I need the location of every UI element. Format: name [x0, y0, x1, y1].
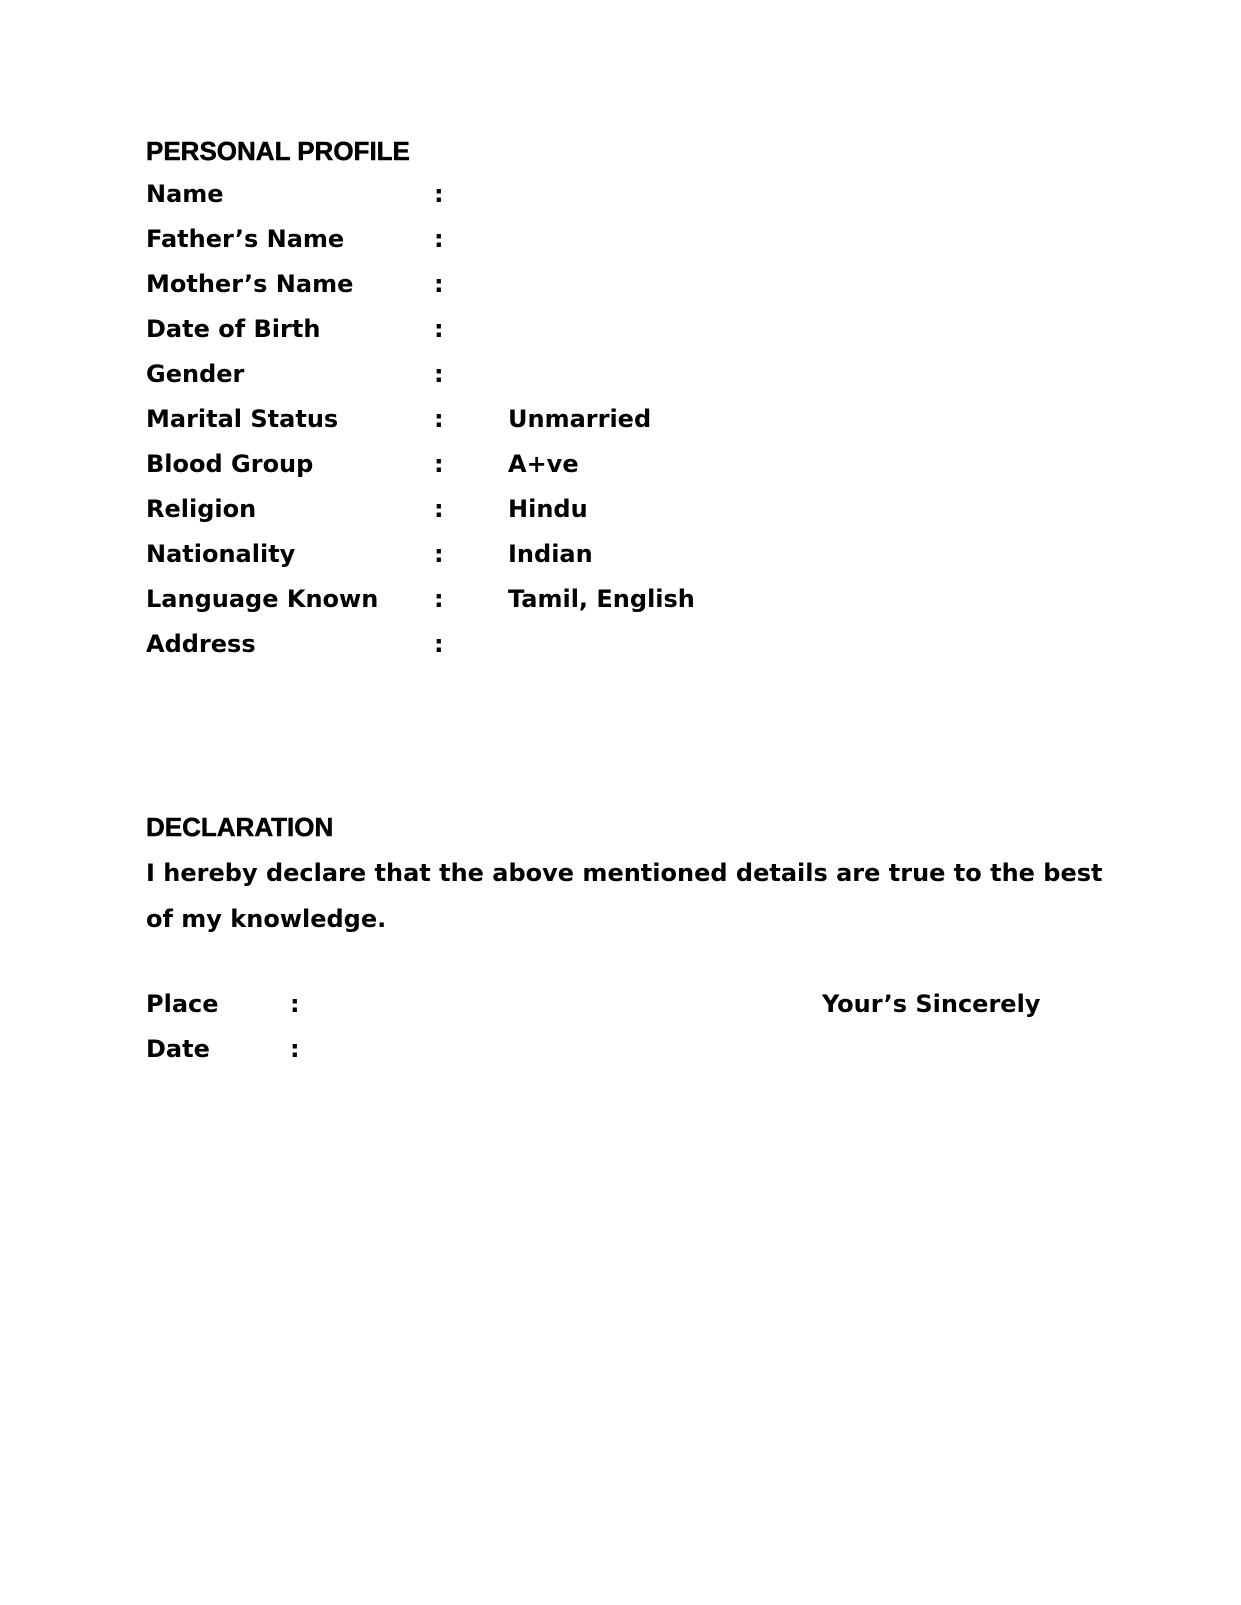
field-separator: : — [434, 495, 444, 523]
field-label: Name — [146, 180, 224, 208]
field-separator: : — [434, 405, 444, 433]
field-separator: : — [434, 180, 444, 208]
field-separator: : — [434, 450, 444, 478]
field-separator: : — [434, 315, 444, 343]
field-label: Religion — [146, 495, 257, 523]
field-label: Mother’s Name — [146, 270, 354, 298]
place-label: Place — [146, 990, 219, 1018]
field-value: Unmarried — [508, 405, 652, 433]
field-separator: : — [434, 540, 444, 568]
field-value: A+ve — [508, 450, 579, 478]
field-separator: : — [434, 360, 444, 388]
closing-text: Your’s Sincerely — [822, 990, 1041, 1018]
field-label: Blood Group — [146, 450, 314, 478]
personal-profile-heading: PERSONAL PROFILE — [146, 136, 410, 166]
field-label: Address — [146, 630, 256, 658]
field-label: Gender — [146, 360, 245, 388]
declaration-text: I hereby declare that the above mentioned details are true to the best of my knowledge. — [146, 859, 1103, 933]
field-label: Nationality — [146, 540, 296, 568]
field-label: Date of Birth — [146, 315, 321, 343]
field-separator: : — [434, 225, 444, 253]
field-separator: : — [434, 585, 444, 613]
date-label: Date — [146, 1035, 210, 1063]
declaration-heading: DECLARATION — [146, 812, 334, 842]
field-label: Marital Status — [146, 405, 339, 433]
field-separator: : — [434, 630, 444, 658]
field-separator: : — [434, 270, 444, 298]
field-value: Indian — [508, 540, 593, 568]
date-separator: : — [290, 1035, 300, 1063]
place-separator: : — [290, 990, 300, 1018]
field-label: Language Known — [146, 585, 379, 613]
field-label: Father’s Name — [146, 225, 345, 253]
field-value: Tamil, English — [508, 585, 695, 613]
field-value: Hindu — [508, 495, 588, 523]
